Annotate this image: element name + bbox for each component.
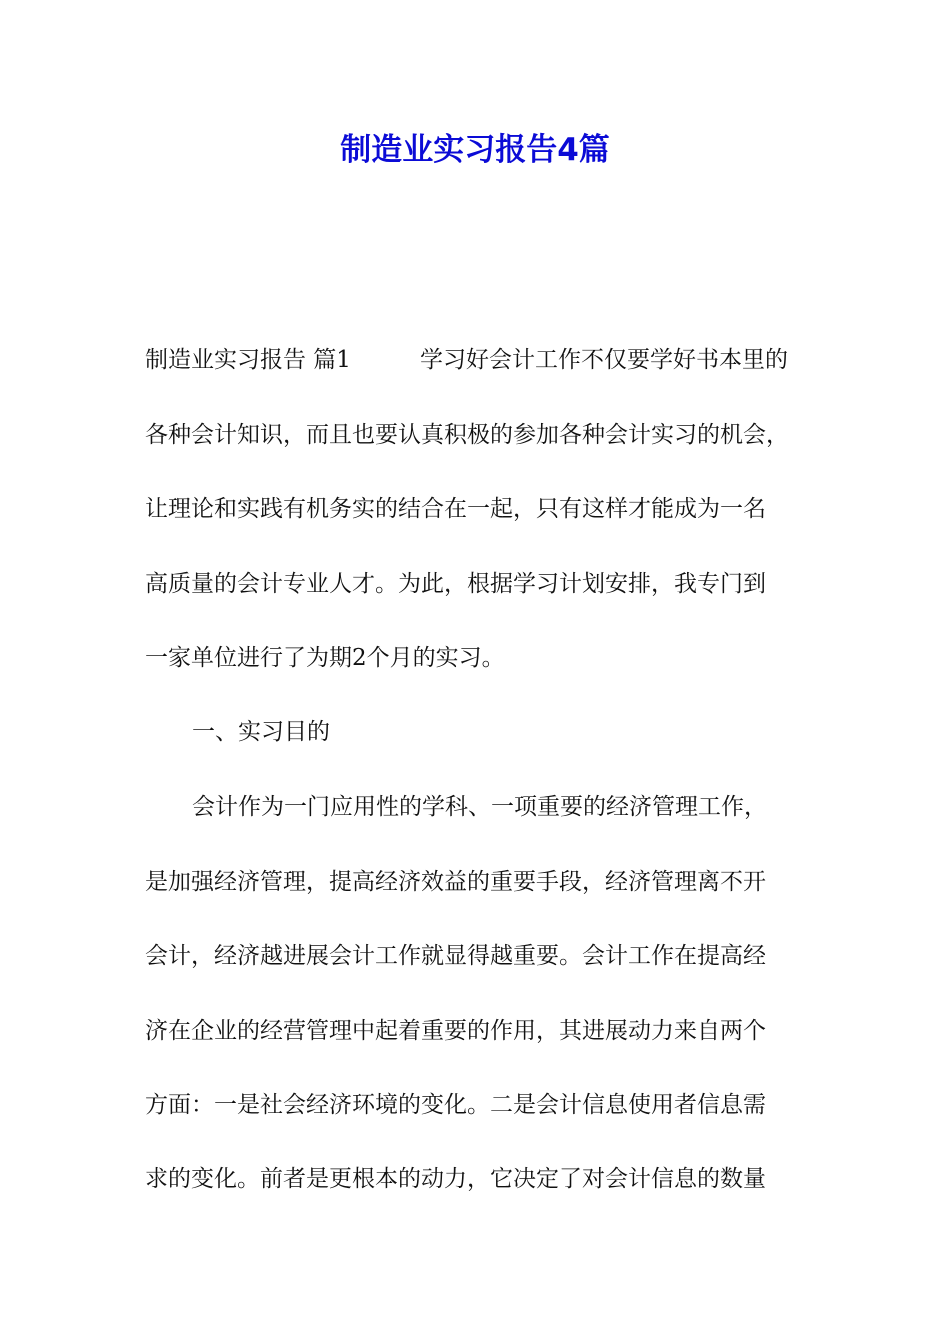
body-line: 会计，经济越进展会计工作就显得越重要。会计工作在提高经 [145, 943, 766, 969]
body-line: 制造业实习报告 篇1 学习好会计工作不仅要学好书本里的 [145, 347, 788, 373]
body-line: 一家单位进行了为期2个月的实习。 [145, 645, 505, 671]
document-title: 制造业实习报告4篇 [340, 132, 610, 168]
body-line: 会计作为一门应用性的学科、一项重要的经济管理工作， [192, 794, 767, 820]
section-heading: 一、实习目的 [192, 719, 330, 745]
body-line: 方面：一是社会经济环境的变化。二是会计信息使用者信息需 [145, 1092, 766, 1118]
body-line: 求的变化。前者是更根本的动力，它决定了对会计信息的数量 [145, 1166, 766, 1192]
body-line: 济在企业的经营管理中起着重要的作用，其进展动力来自两个 [145, 1018, 766, 1044]
body-line: 是加强经济管理，提高经济效益的重要手段，经济管理离不开 [145, 869, 766, 895]
body-line: 让理论和实践有机务实的结合在一起，只有这样才能成为一名 [145, 496, 766, 522]
body-line: 各种会计知识，而且也要认真积极的参加各种会计实习的机会， [145, 422, 789, 448]
body-line: 高质量的会计专业人才。为此，根据学习计划安排，我专门到 [145, 571, 766, 597]
